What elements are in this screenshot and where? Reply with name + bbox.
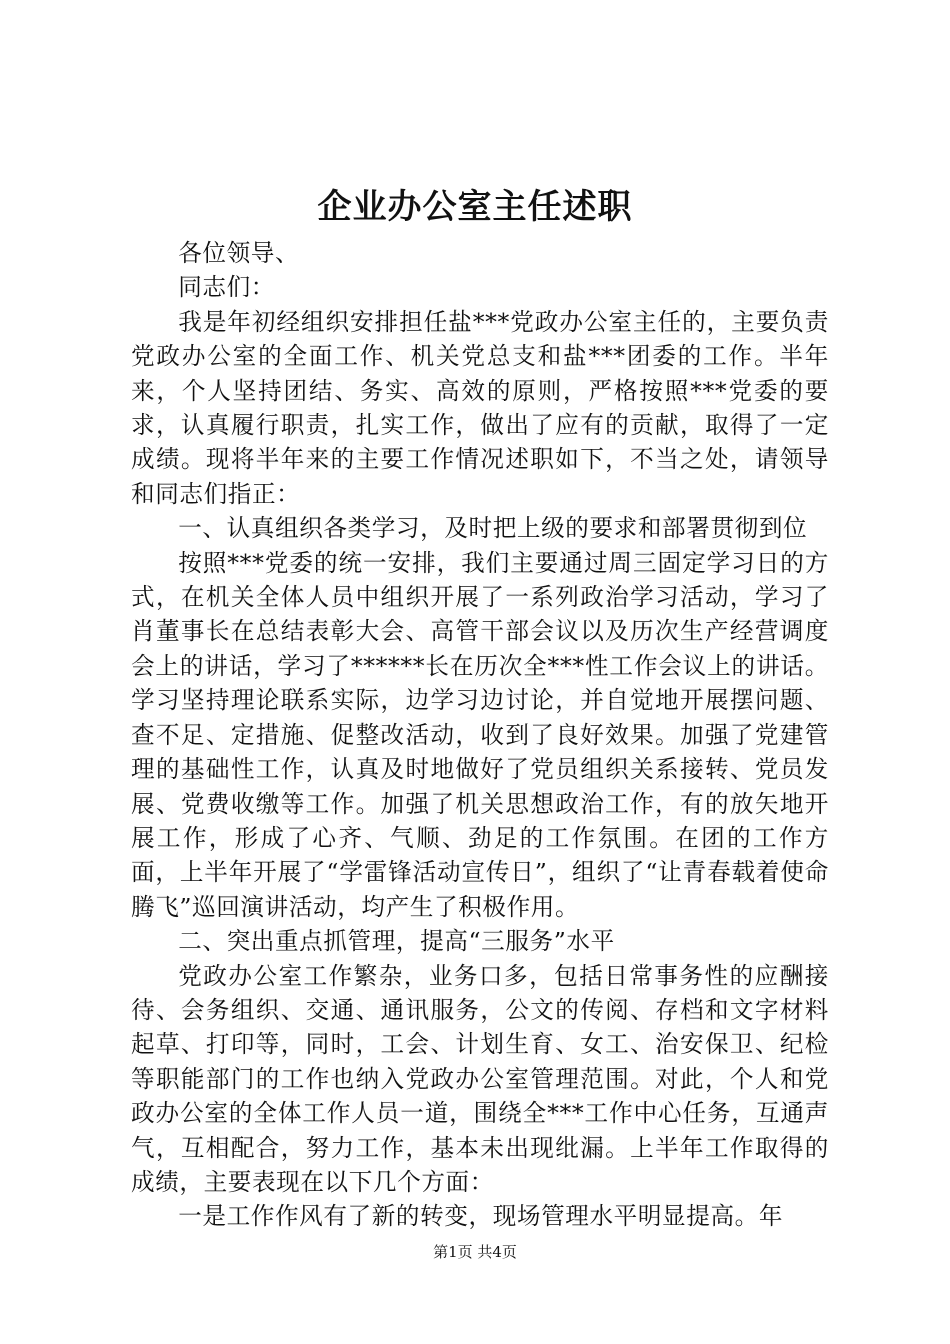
salutation-comrades: 同志们： xyxy=(178,273,275,302)
point-1-paragraph: 一是工作作风有了新的转变，现场管理水平明显提高。年 xyxy=(178,1202,784,1231)
section-heading-2: 二、突出重点抓管理，提高“三服务”水平 xyxy=(178,927,615,956)
document-title: 企业办公室主任述职 xyxy=(317,187,633,227)
intro-paragraph: 我是年初经组织安排担任盐***党政办公室主任的，主要负责党政办公室的全面工作、机关党总支和盐***团委的工作。半年来，个人坚持团结、务实、高效的原则，严格按照***党委的要求，认真履行职责，扎实工作，做出了应有的贡献，取得了一定成绩。现将半年来的主要工作情况述职如下，不当之处，请领导和同志们指正： xyxy=(131,307,829,508)
salutation-leaders: 各位领导、 xyxy=(178,239,300,267)
section-2-paragraph: 党政办公室工作繁杂，业务口多，包括日常事务性的应酬接待、会务组织、交通、通讯服务，公文的传阅、存档和文字材料起草、打印等，同时，工会、计划生育、女工、治安保卫、纪检等职能部门的工作也纳入党政办公室管理范围。对此，个人和党政办公室的全体工作人员一道，围绕全***工作中心任务，互通声气，互相配合，努力工作，基本未出现纰漏。上半年工作取得的成绩，主要表现在以下几个方面： xyxy=(131,961,829,1196)
section-heading-1: 一、认真组织各类学习，及时把上级的要求和部署贯彻到位 xyxy=(178,514,808,543)
section-1-paragraph: 按照***党委的统一安排，我们主要通过周三固定学习日的方式，在机关全体人员中组织开展了一系列政治学习活动，学习了肖董事长在总结表彰大会、高管干部会议以及历次生产经营调度会上的讲话，学习了******长在历次全***性工作会议上的讲话。学习坚持理论联系实际，边学习边讨论，并自觉地开展摆问题、查不足、定措施、促整改活动，收到了良好效果。加强了党建管理的基础性工作，认真及时地做好了党员组织关系接转、党员发展、党费收缴等工作。加强了机关思想政治工作，有的放矢地开展工作，形成了心齐、气顺、劲足的工作氛围。在团的工作方面，上半年开展了“学雷锋活动宣传日”，组织了“让青春载着使命腾飞”巡回演讲活动，均产生了积极作用。 xyxy=(131,548,829,921)
document-body xyxy=(131,236,829,1234)
page-number-footer: 第1页 共4页 xyxy=(433,1243,517,1261)
